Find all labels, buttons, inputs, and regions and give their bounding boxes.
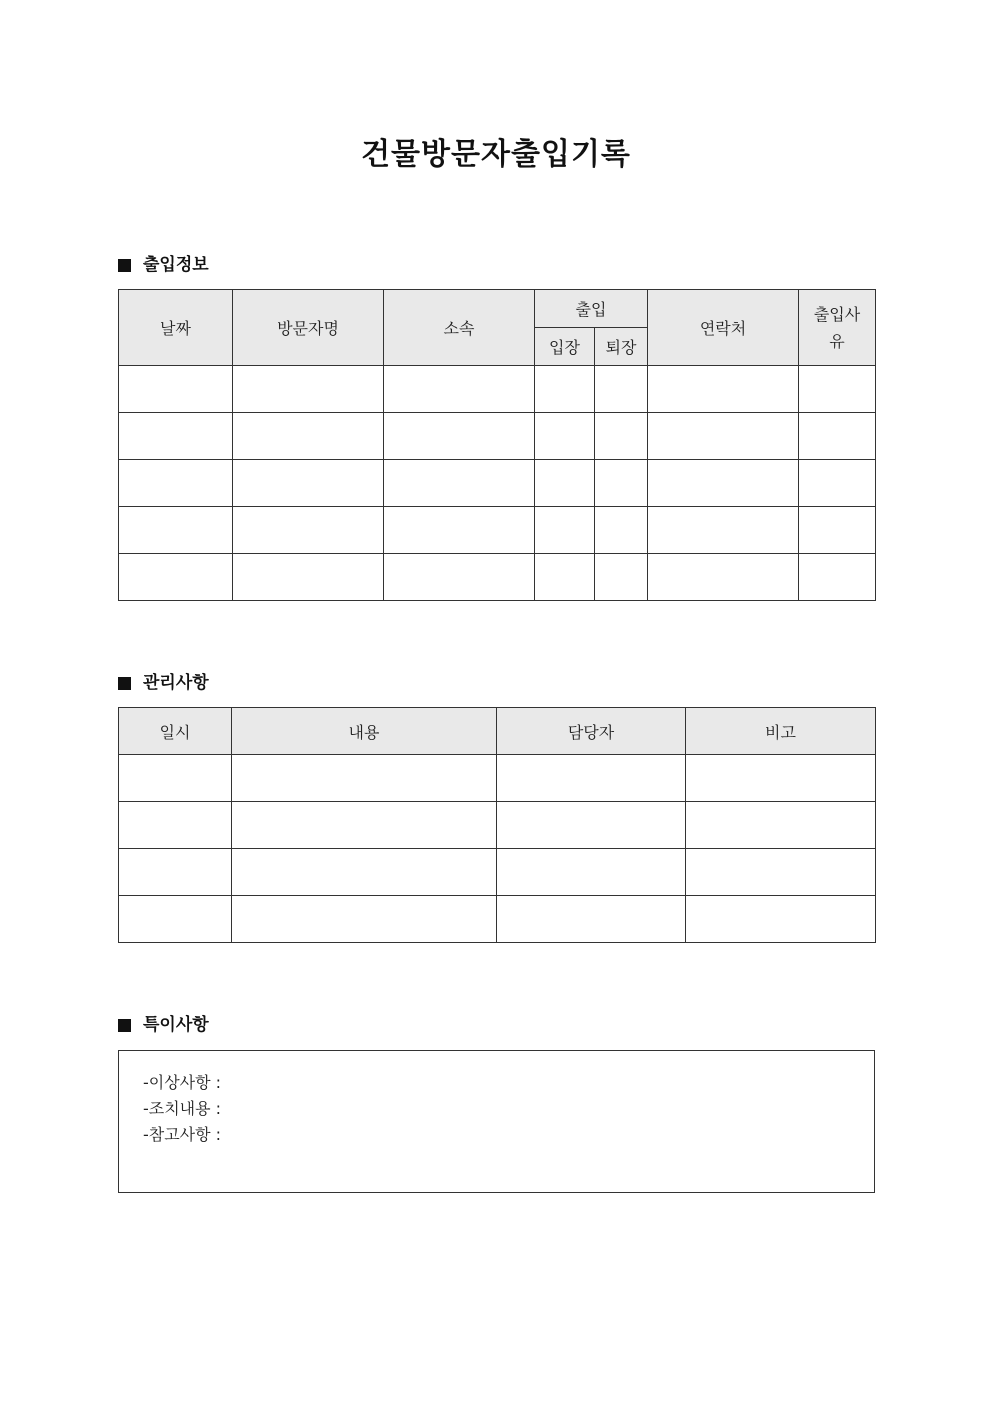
- table-row: [119, 413, 876, 460]
- management-heading: [118, 671, 209, 695]
- table-cell[interactable]: [535, 366, 595, 413]
- table-cell[interactable]: [686, 755, 876, 802]
- header-person-in-charge: 담당자: [497, 708, 686, 755]
- entry-info-rows: [119, 366, 876, 601]
- header-access: 출입: [535, 290, 648, 328]
- table-cell[interactable]: [595, 460, 648, 507]
- table-row: [119, 896, 876, 943]
- table-cell[interactable]: [119, 413, 233, 460]
- table-row: [119, 366, 876, 413]
- black-square-icon: [118, 1019, 131, 1032]
- table-cell[interactable]: [233, 554, 384, 601]
- table-cell[interactable]: [799, 460, 876, 507]
- table-row: [119, 802, 876, 849]
- header-entry: 입장: [535, 328, 595, 366]
- table-cell[interactable]: [535, 554, 595, 601]
- special-notes-heading: [118, 1013, 209, 1037]
- black-square-icon: [118, 677, 131, 690]
- header-reason: [799, 290, 876, 366]
- table-cell[interactable]: [232, 802, 497, 849]
- header-date: 날짜: [119, 290, 233, 366]
- table-cell[interactable]: [119, 554, 233, 601]
- table-cell[interactable]: [497, 802, 686, 849]
- table-cell[interactable]: [233, 460, 384, 507]
- entry-info-table: [118, 289, 876, 601]
- header-exit: 퇴장: [595, 328, 648, 366]
- table-cell[interactable]: [686, 802, 876, 849]
- header-notes: 비고: [686, 708, 876, 755]
- table-cell[interactable]: [233, 507, 384, 554]
- table-cell[interactable]: [535, 460, 595, 507]
- header-contact: 연락처: [648, 290, 799, 366]
- table-cell[interactable]: [497, 849, 686, 896]
- table-row: [119, 755, 876, 802]
- special-notes-box[interactable]: [118, 1050, 875, 1193]
- table-cell[interactable]: [384, 366, 535, 413]
- table-cell[interactable]: [232, 896, 497, 943]
- note-abnormality: -이상사항 :: [143, 1073, 222, 1092]
- management-rows: [119, 755, 876, 943]
- table-cell[interactable]: [119, 896, 232, 943]
- table-cell[interactable]: [799, 413, 876, 460]
- table-cell[interactable]: [384, 554, 535, 601]
- table-cell[interactable]: [119, 849, 232, 896]
- table-row: [119, 460, 876, 507]
- table-row: [119, 507, 876, 554]
- header-reason-line2: 유: [829, 331, 845, 351]
- table-cell[interactable]: [232, 849, 497, 896]
- table-cell[interactable]: [648, 554, 799, 601]
- table-cell[interactable]: [648, 460, 799, 507]
- header-visitor-name: 방문자명: [233, 290, 384, 366]
- table-row: [119, 554, 876, 601]
- table-cell[interactable]: [648, 507, 799, 554]
- table-row: [119, 849, 876, 896]
- black-square-icon: [118, 259, 131, 272]
- table-cell[interactable]: [232, 755, 497, 802]
- table-cell[interactable]: [535, 507, 595, 554]
- special-notes-heading-label: 특이사항: [143, 1015, 209, 1035]
- table-cell[interactable]: [119, 460, 233, 507]
- table-cell[interactable]: [119, 507, 233, 554]
- header-affiliation: 소속: [384, 290, 535, 366]
- table-cell[interactable]: [686, 849, 876, 896]
- note-reference: -참고사항 :: [143, 1125, 222, 1144]
- header-content: 내용: [232, 708, 497, 755]
- table-cell[interactable]: [799, 366, 876, 413]
- table-cell[interactable]: [233, 413, 384, 460]
- document-title: 건물방문자출입기록: [361, 137, 631, 172]
- note-action-taken: -조치내용 :: [143, 1099, 222, 1118]
- table-cell[interactable]: [233, 366, 384, 413]
- table-cell[interactable]: [384, 460, 535, 507]
- table-cell[interactable]: [119, 366, 233, 413]
- table-cell[interactable]: [384, 507, 535, 554]
- table-cell[interactable]: [595, 413, 648, 460]
- table-cell[interactable]: [497, 896, 686, 943]
- table-cell[interactable]: [686, 896, 876, 943]
- header-reason-line1: 출입사: [813, 304, 861, 324]
- table-cell[interactable]: [799, 554, 876, 601]
- table-cell[interactable]: [595, 366, 648, 413]
- table-cell[interactable]: [799, 507, 876, 554]
- table-cell[interactable]: [384, 413, 535, 460]
- table-cell[interactable]: [648, 413, 799, 460]
- table-cell[interactable]: [497, 755, 686, 802]
- management-table: [118, 707, 876, 943]
- table-cell[interactable]: [648, 366, 799, 413]
- header-datetime: 일시: [119, 708, 232, 755]
- table-cell[interactable]: [119, 802, 232, 849]
- management-heading-label: 관리사항: [143, 673, 209, 693]
- table-cell[interactable]: [535, 413, 595, 460]
- table-cell[interactable]: [119, 755, 232, 802]
- entry-info-heading: [118, 253, 209, 277]
- table-cell[interactable]: [595, 554, 648, 601]
- table-cell[interactable]: [595, 507, 648, 554]
- entry-info-heading-label: 출입정보: [143, 255, 209, 275]
